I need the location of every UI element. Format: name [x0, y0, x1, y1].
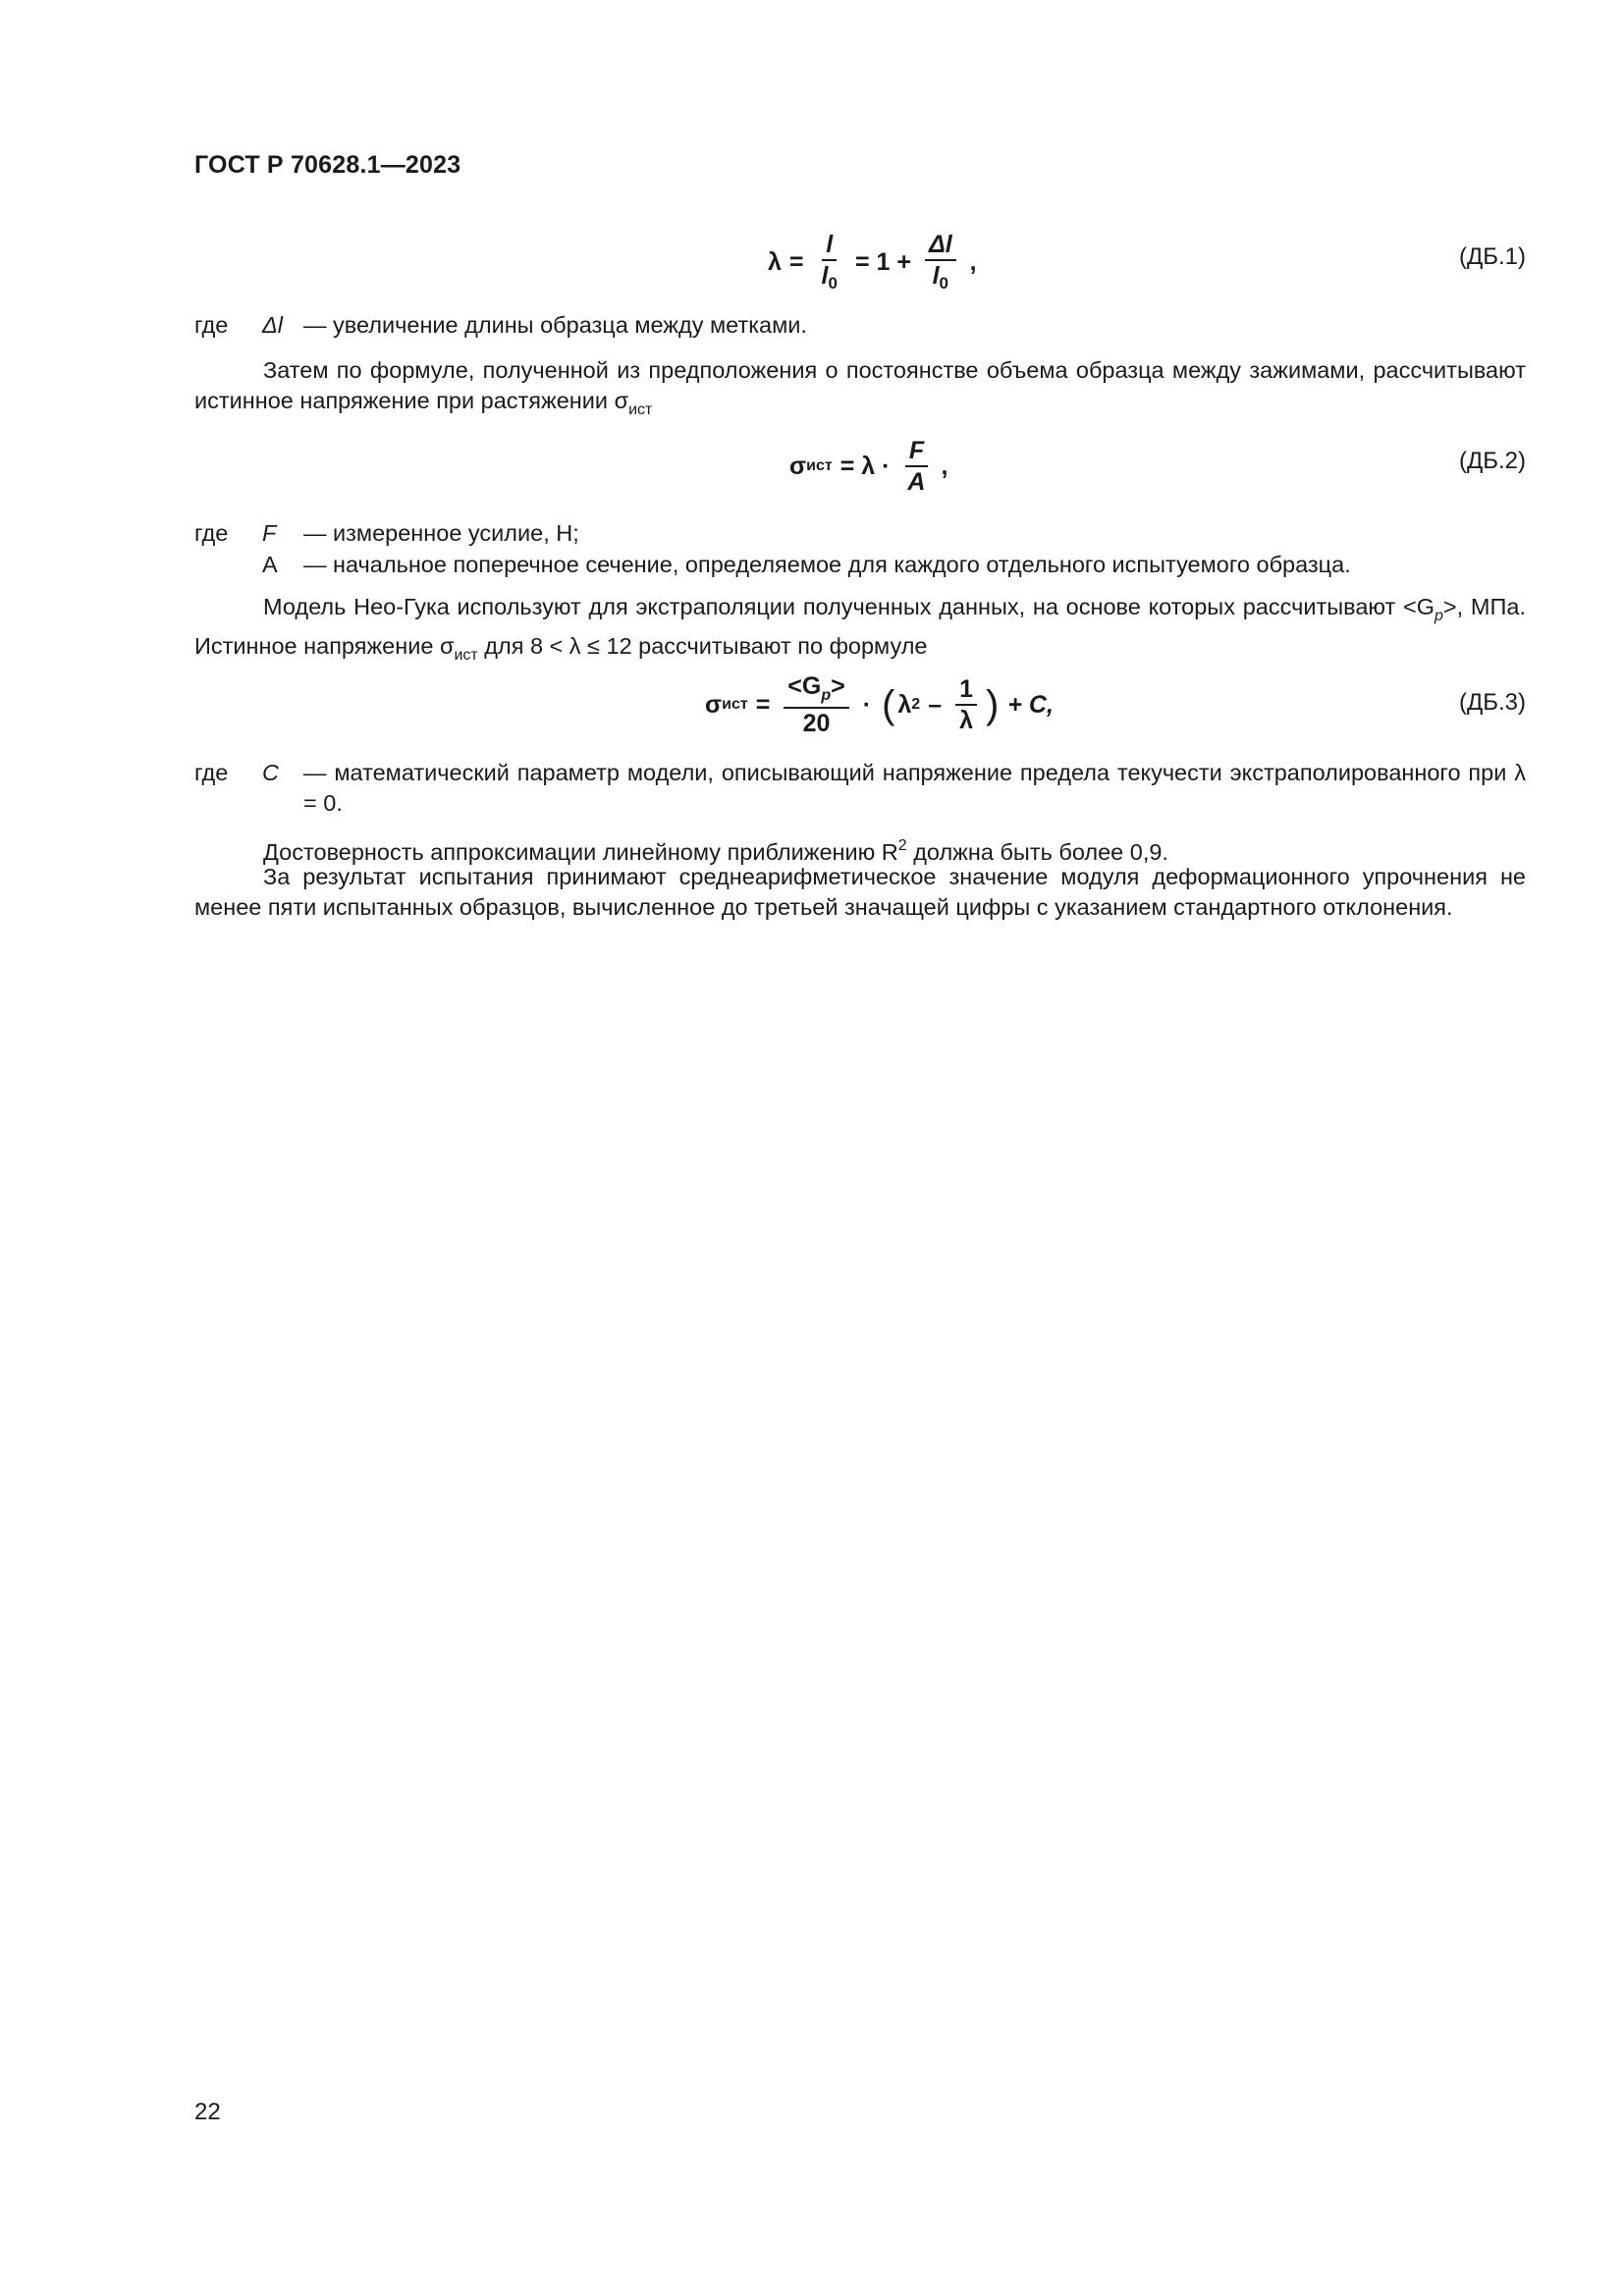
paragraph-1 — [194, 355, 1526, 425]
formula-symbol: λ — [768, 247, 782, 276]
formula-db3-body — [705, 673, 1054, 736]
where-symbol: F — [262, 520, 277, 546]
formula-fraction — [925, 232, 956, 293]
where-clause-f — [194, 518, 1526, 549]
formula-db2-body — [789, 438, 947, 496]
superscript: 2 — [897, 837, 907, 854]
fraction-numerator — [784, 673, 848, 709]
fraction-denominator: A — [907, 468, 926, 497]
right-paren: ) — [986, 683, 1000, 727]
page-number: 22 — [194, 2099, 221, 2125]
fraction-denominator — [818, 261, 841, 293]
paragraph-text: Затем по формуле, полученной из предположения о постоянстве объема образца между зажимами, рассчитывают истинное напряжение при растяжении σ — [194, 357, 1526, 413]
formula-tail: , — [969, 247, 977, 276]
where-description: — математический параметр модели, описывающий напряжение предела текучести экстраполированного при λ = 0. — [303, 760, 1526, 816]
formula-db1 — [194, 231, 1526, 294]
formula-operator: – — [928, 690, 943, 719]
fraction-denominator: λ — [959, 707, 974, 735]
where-clause-delta-l — [194, 310, 1526, 341]
paragraph-text: >, МПа. Истинное напряжение σ — [194, 594, 1526, 659]
formula-db1-body — [768, 232, 977, 293]
where-label: где — [194, 312, 229, 338]
num-part: > — [831, 672, 845, 700]
left-paren: ( — [882, 683, 895, 727]
paragraph-text: Модель Нео-Гука используют для экстраполяции полученных данных, на основе которых рассчитывают <G — [263, 594, 1435, 619]
den-subscript: 0 — [828, 274, 838, 294]
formula-fraction — [818, 232, 841, 293]
formula-symbol: σ — [789, 452, 807, 480]
num-part: <G — [787, 672, 822, 700]
where-label: где — [194, 520, 229, 546]
fraction-numerator: F — [905, 438, 928, 467]
where-symbol: C — [262, 760, 279, 785]
subscript: p — [1435, 608, 1443, 624]
where-description: — измеренное усилие, Н; — [303, 520, 579, 546]
equation-number: (ДБ.3) — [1458, 689, 1526, 716]
equation-number: (ДБ.1) — [1458, 243, 1526, 270]
standard-header: ГОСТ Р 70628.1—2023 — [194, 151, 461, 179]
formula-fraction — [903, 438, 929, 496]
formula-symbol: σ — [705, 690, 723, 719]
paragraph-text: Достоверность аппроксимации линейному приближению R — [263, 839, 898, 865]
formula-subscript: ист — [806, 457, 833, 475]
den-symbol: l — [932, 262, 940, 291]
formula-operator: = λ · — [839, 452, 891, 480]
num-subscript: p — [821, 687, 832, 704]
formula-operator: = 1 + — [854, 247, 911, 276]
fraction-numerator: Δl — [925, 232, 956, 261]
where-clause-c — [194, 758, 1526, 819]
formula-fraction — [784, 673, 848, 736]
paragraph-text: должна быть более 0,9. — [906, 839, 1168, 865]
subscript: ист — [454, 647, 478, 664]
paragraph-text: для 8 < λ ≤ 12 рассчитывают по формуле — [477, 633, 928, 659]
fraction-denominator: 20 — [802, 709, 831, 737]
formula-operator: = — [788, 247, 804, 276]
where-description: — начальное поперечное сечение, определяемое для каждого отдельного испытуемого образца. — [303, 552, 1351, 577]
formula-db3 — [194, 673, 1526, 742]
formula-operator: = — [755, 690, 771, 719]
fraction-numerator: l — [822, 232, 837, 261]
formula-fraction — [955, 676, 977, 734]
formula-db2 — [194, 438, 1526, 499]
den-symbol: l — [821, 262, 829, 291]
paragraph-2 — [194, 592, 1526, 670]
fraction-denominator — [929, 261, 952, 293]
formula-operator: · — [862, 690, 872, 719]
where-clause-a — [194, 550, 1526, 580]
formula-tail: + C, — [1007, 690, 1054, 719]
formula-subscript: ист — [722, 696, 748, 714]
fraction-numerator: 1 — [955, 676, 977, 706]
where-label: где — [194, 760, 229, 785]
where-symbol: A — [262, 552, 278, 577]
paragraph-4: За результат испытания принимают среднеарифметическое значение модуля деформационного упрочнения не менее пяти испытанных образцов, вычисленное до третьей значащей цифры с указанием стандартного отклонения. — [194, 864, 1526, 920]
den-subscript: 0 — [939, 274, 949, 294]
where-description: — увеличение длины образца между метками. — [303, 312, 807, 338]
formula-symbol: λ — [897, 690, 912, 719]
where-symbol: Δl — [262, 312, 283, 338]
subscript: ист — [628, 401, 653, 418]
formula-tail: , — [941, 452, 948, 480]
equation-number: (ДБ.2) — [1458, 448, 1526, 474]
superscript: 2 — [911, 696, 921, 714]
where-spacer — [194, 550, 237, 580]
